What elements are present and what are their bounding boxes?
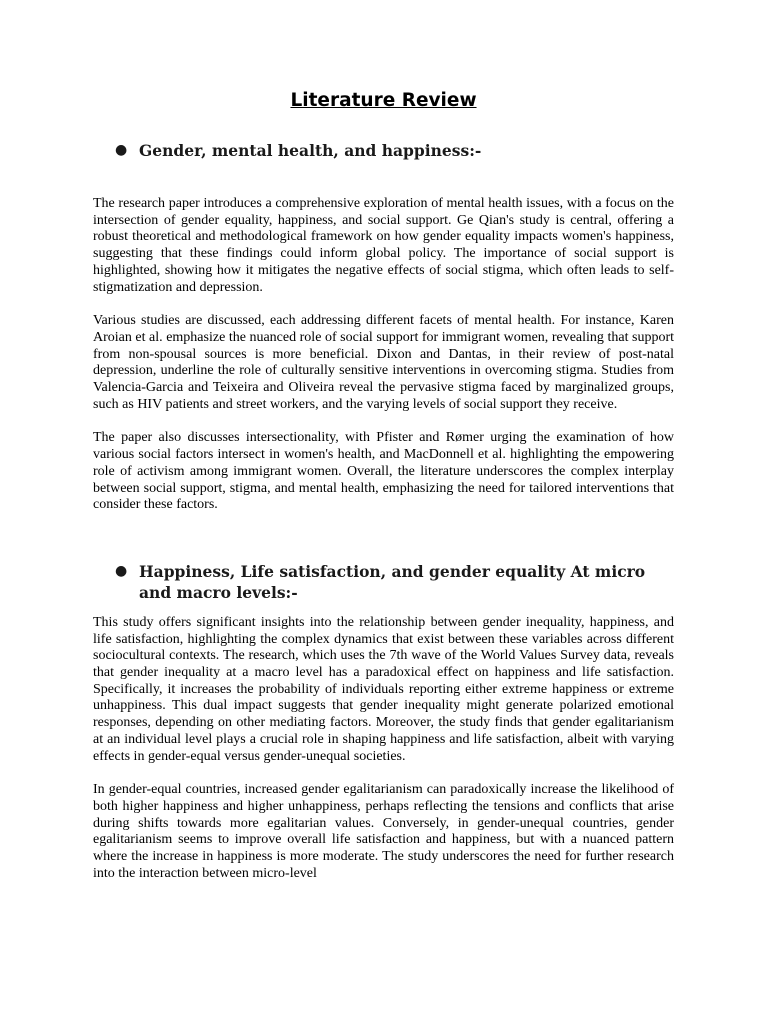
bullet-icon: ● bbox=[115, 142, 128, 158]
paragraph: The paper also discusses intersectionality, with Pfister and Rømer urging the examination of how various social factors intersect in women's health, and MacDonnell et al. highlighting the empowering role of activism among immigrant women. Overall, the literature underscores the complex interplay between social support, stigma, and mental health, emphasizing the need for tailored interventions that consider these factors. bbox=[93, 430, 674, 513]
bullet-icon: ● bbox=[115, 562, 128, 579]
section-heading-happiness-life-satisfaction bbox=[115, 561, 674, 603]
paragraph: This study offers significant insights into the relationship between gender inequality, happiness, and life satisfaction, highlighting the complex dynamics that exist between these variables across different sociocultural contexts. The research, which uses the 7th wave of the World Values Survey data, reveals that gender inequality at a macro level has a paradoxical effect on happiness and life satisfaction. Specifically, it increases the probability of individuals reporting either extreme happiness or extreme unhappiness. This dual impact suggests that gender inequality might generate polarized emotional responses, depending on other mediating factors. Moreover, the study finds that gender egalitarianism at an individual level plays a crucial role in shaping happiness and life satisfaction, albeit with varying effects in gender-equal versus gender-unequal societies. bbox=[93, 614, 674, 764]
section-heading-gender-mental-health bbox=[115, 140, 674, 161]
paragraph: In gender-equal countries, increased gender egalitarianism can paradoxically increase the likelihood of both higher happiness and higher unhappiness, perhaps reflecting the tensions and conflicts that arise during shifts towards more egalitarian values. Conversely, in gender-unequal countries, gender egalitarianism seems to improve overall life satisfaction and happiness, but with a nuanced pattern where the increase in happiness is more moderate. The study underscores the need for further research into the interaction between micro-level bbox=[93, 782, 674, 881]
paragraph: Various studies are discussed, each addressing different facets of mental health. For instance, Karen Aroian et al. emphasize the nuanced role of social support for immigrant women, revealing that support from non-spousal sources is more beneficial. Dixon and Dantas, in their review of post-natal depression, underline the role of culturally sensitive interventions in overcoming stigma. Studies from Valencia-Garcia and Teixeira and Oliveira reveal the pervasive stigma faced by marginalized groups, such as HIV patients and street workers, and the varying levels of social support they receive. bbox=[93, 313, 674, 412]
section-heading-text: Happiness, Life satisfaction, and gender equality At micro and macro levels:- bbox=[139, 561, 646, 602]
section-heading-text: Gender, mental health, and happiness:- bbox=[139, 141, 482, 160]
paragraph: The research paper introduces a comprehensive exploration of mental health issues, with a focus on the intersection of gender equality, happiness, and social support. Ge Qian's study is central, offering a robust theoretical and methodological framework on how gender equality impacts women's happiness, suggesting that these findings could inform global policy. The importance of social support is highlighted, showing how it mitigates the negative effects of social stigma, which often leads to self-stigmatization and depression. bbox=[93, 196, 674, 295]
page-title: Literature Review bbox=[290, 90, 477, 111]
document-page bbox=[93, 88, 674, 883]
